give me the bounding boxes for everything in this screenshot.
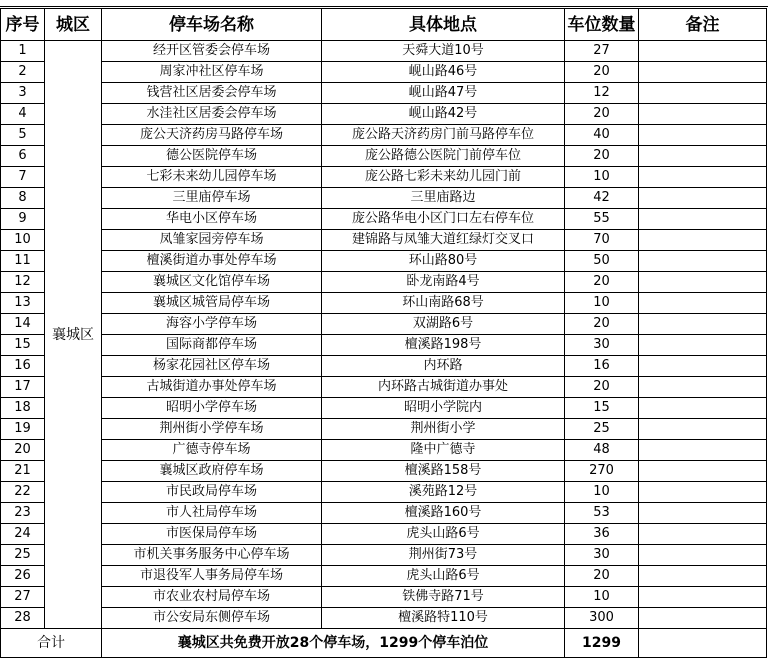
row-address: 溪苑路12号 [322,482,565,503]
row-name: 七彩未来幼儿园停车场 [102,167,322,188]
row-no: 3 [1,83,45,104]
header-row [1,9,767,41]
row-remark [639,608,767,629]
row-spaces: 36 [565,524,639,545]
row-remark [639,419,767,440]
table-row [1,566,767,587]
header-remark: 备注 [639,9,767,41]
cropped-title-strip [0,0,768,8]
row-address: 建锦路与凤雏大道红绿灯交叉口 [322,230,565,251]
row-no: 5 [1,125,45,146]
row-no: 20 [1,440,45,461]
table-row [1,272,767,293]
row-name: 广德寺停车场 [102,440,322,461]
row-no: 27 [1,587,45,608]
row-name: 古城街道办事处停车场 [102,377,322,398]
row-spaces: 27 [565,41,639,62]
row-name: 市机关事务服务中心停车场 [102,545,322,566]
row-no: 22 [1,482,45,503]
row-remark [639,83,767,104]
row-no: 6 [1,146,45,167]
row-name: 钱营社区居委会停车场 [102,83,322,104]
row-spaces: 20 [565,146,639,167]
row-no: 14 [1,314,45,335]
table-row [1,125,767,146]
table-row [1,146,767,167]
row-remark [639,272,767,293]
row-address: 卧龙南路4号 [322,272,565,293]
row-address: 虎头山路6号 [322,566,565,587]
row-name: 华电小区停车场 [102,209,322,230]
row-no: 11 [1,251,45,272]
table-row [1,209,767,230]
row-spaces: 20 [565,377,639,398]
row-spaces: 20 [565,566,639,587]
row-spaces: 20 [565,314,639,335]
header-name: 停车场名称 [102,9,322,41]
table-row [1,440,767,461]
row-address: 庞公路德公医院门前停车位 [322,146,565,167]
row-address: 檀溪路158号 [322,461,565,482]
row-remark [639,524,767,545]
row-remark [639,104,767,125]
table-row [1,167,767,188]
row-no: 15 [1,335,45,356]
row-address: 荆州街小学 [322,419,565,440]
table-row [1,314,767,335]
table-row [1,356,767,377]
header-no: 序号 [1,9,45,41]
row-spaces: 20 [565,62,639,83]
row-no: 25 [1,545,45,566]
row-spaces: 10 [565,293,639,314]
row-remark [639,293,767,314]
row-name: 市人社局停车场 [102,503,322,524]
row-no: 17 [1,377,45,398]
row-address: 檀溪路特110号 [322,608,565,629]
row-remark [639,230,767,251]
row-name: 市民政局停车场 [102,482,322,503]
row-spaces: 25 [565,419,639,440]
header-spaces: 车位数量 [565,9,639,41]
table-row [1,62,767,83]
header-district: 城区 [45,9,102,41]
row-name: 襄城区文化馆停车场 [102,272,322,293]
row-spaces: 40 [565,125,639,146]
row-no: 7 [1,167,45,188]
district-cell: 襄城区 [45,41,102,629]
row-remark [639,545,767,566]
row-spaces: 20 [565,272,639,293]
row-remark [639,188,767,209]
row-no: 8 [1,188,45,209]
row-address: 内环路古城街道办事处 [322,377,565,398]
table-row [1,41,767,62]
row-remark [639,398,767,419]
table-row [1,608,767,629]
parking-lot-table [0,8,767,658]
row-remark [639,251,767,272]
row-address: 岘山路47号 [322,83,565,104]
row-spaces: 15 [565,398,639,419]
row-name: 市医保局停车场 [102,524,322,545]
row-spaces: 12 [565,83,639,104]
row-name: 庞公天济药房马路停车场 [102,125,322,146]
row-remark [639,377,767,398]
row-remark [639,503,767,524]
row-no: 12 [1,272,45,293]
row-name: 德公医院停车场 [102,146,322,167]
table-row [1,419,767,440]
row-name: 昭明小学停车场 [102,398,322,419]
row-address: 岘山路42号 [322,104,565,125]
row-name: 襄城区政府停车场 [102,461,322,482]
row-remark [639,356,767,377]
row-address: 环山路80号 [322,251,565,272]
row-name: 檀溪街道办事处停车场 [102,251,322,272]
total-summary: 襄城区共免费开放28个停车场，1299个停车泊位 [102,629,565,658]
row-name: 荆州街小学停车场 [102,419,322,440]
row-no: 28 [1,608,45,629]
row-spaces: 55 [565,209,639,230]
row-address: 岘山路46号 [322,62,565,83]
table-row [1,251,767,272]
table-row [1,104,767,125]
row-spaces: 70 [565,230,639,251]
row-no: 2 [1,62,45,83]
row-address: 三里庙路边 [322,188,565,209]
total-label: 合计 [1,629,102,658]
row-remark [639,41,767,62]
row-address: 檀溪路198号 [322,335,565,356]
row-name: 海容小学停车场 [102,314,322,335]
row-remark [639,566,767,587]
total-remark [639,629,767,658]
row-address: 庞公路华电小区门口左右停车位 [322,209,565,230]
row-remark [639,587,767,608]
row-name: 三里庙停车场 [102,188,322,209]
row-remark [639,125,767,146]
row-spaces: 30 [565,545,639,566]
row-name: 凤雏家园旁停车场 [102,230,322,251]
row-remark [639,62,767,83]
table-row [1,293,767,314]
row-address: 檀溪路160号 [322,503,565,524]
row-spaces: 16 [565,356,639,377]
table-row [1,398,767,419]
row-name: 市退役军人事务局停车场 [102,566,322,587]
row-no: 24 [1,524,45,545]
row-spaces: 270 [565,461,639,482]
row-name: 市公安局东侧停车场 [102,608,322,629]
row-address: 庞公路七彩未来幼儿园门前 [322,167,565,188]
row-spaces: 300 [565,608,639,629]
row-spaces: 53 [565,503,639,524]
table-row [1,482,767,503]
row-remark [639,440,767,461]
row-no: 1 [1,41,45,62]
row-name: 杨家花园社区停车场 [102,356,322,377]
row-address: 昭明小学院内 [322,398,565,419]
row-no: 23 [1,503,45,524]
row-name: 周家冲社区停车场 [102,62,322,83]
table-row [1,503,767,524]
row-no: 9 [1,209,45,230]
row-name: 国际商都停车场 [102,335,322,356]
row-no: 26 [1,566,45,587]
table-row [1,188,767,209]
row-spaces: 10 [565,167,639,188]
row-spaces: 50 [565,251,639,272]
row-name: 市农业农村局停车场 [102,587,322,608]
row-name: 水洼社区居委会停车场 [102,104,322,125]
row-address: 环山南路68号 [322,293,565,314]
row-address: 天舜大道10号 [322,41,565,62]
row-no: 13 [1,293,45,314]
row-no: 10 [1,230,45,251]
total-row [1,629,767,658]
row-spaces: 48 [565,440,639,461]
row-remark [639,146,767,167]
row-no: 21 [1,461,45,482]
table-row [1,545,767,566]
header-address: 具体地点 [322,9,565,41]
row-spaces: 10 [565,482,639,503]
row-address: 双湖路6号 [322,314,565,335]
row-name: 襄城区城管局停车场 [102,293,322,314]
row-remark [639,209,767,230]
table-row [1,83,767,104]
table-row [1,461,767,482]
row-remark [639,335,767,356]
row-spaces: 30 [565,335,639,356]
table-row [1,335,767,356]
row-remark [639,314,767,335]
row-spaces: 10 [565,587,639,608]
row-address: 内环路 [322,356,565,377]
row-address: 隆中广德寺 [322,440,565,461]
row-remark [639,461,767,482]
row-no: 16 [1,356,45,377]
row-no: 19 [1,419,45,440]
row-address: 虎头山路6号 [322,524,565,545]
row-remark [639,482,767,503]
row-name: 经开区管委会停车场 [102,41,322,62]
row-no: 18 [1,398,45,419]
table-row [1,230,767,251]
table-row [1,524,767,545]
row-address: 庞公路天济药房门前马路停车位 [322,125,565,146]
row-address: 荆州街73号 [322,545,565,566]
row-remark [639,167,767,188]
row-no: 4 [1,104,45,125]
row-address: 铁佛寺路71号 [322,587,565,608]
row-spaces: 20 [565,104,639,125]
total-count: 1299 [565,629,639,658]
table-row [1,377,767,398]
table-row [1,587,767,608]
row-spaces: 42 [565,188,639,209]
